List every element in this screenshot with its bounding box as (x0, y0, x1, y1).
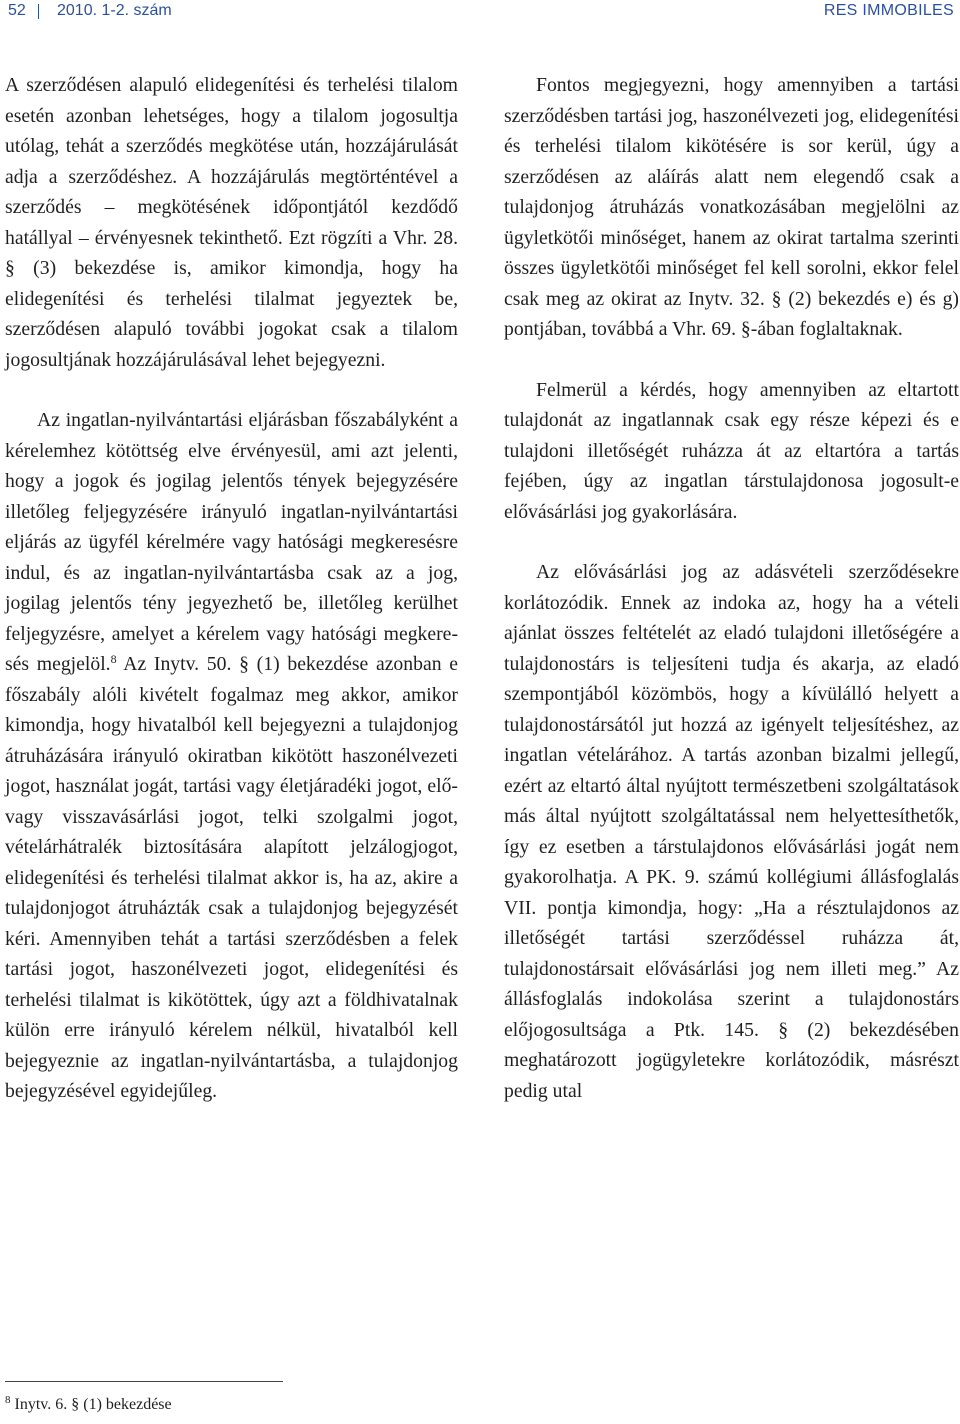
footnote-divider (5, 1381, 283, 1382)
paragraph: Fontos megjegyezni, hogy amennyiben a tartási szerződésben tartási jog, haszonélvezeti jog, elidegenítési és terhelési tilalom kikötésére is sor kerül, úgy a szerződésen az aláírás alatt nem elegendő csak a tulajdonjog átruházás vonatkozásában megjelölni az ügyletkötői minőséget, hanem az okirat tartalma szerinti összes ügyletkötői minőséget fel kell sorolni, ekkor felel csak meg az okirat az Inytv. 32. § (2) bekezdés e) és g) pontjában, továbbá a Vhr. 69. §-ában foglaltaknak. (504, 74, 959, 340)
footnote-number: 8 (5, 1394, 11, 1406)
footnote-text: Inytv. 6. § (1) bekezdése (10, 1396, 172, 1413)
page-header (0, 0, 960, 26)
paragraph: Felmerül a kérdés, hogy amennyiben az eltartott tulajdonát az ingatlannak csak egy része képezi és e tulajdoni illetőségét ruházza át az eltartóra a tartás fejében, úgy az ingatlan társtulajdonosa jogosult-e elővásárlási jog gyakorlására. (504, 378, 959, 523)
header-divider (38, 4, 39, 19)
left-column (5, 70, 458, 1137)
paragraph: A szerződésen alapuló elidegenítési és terhelési tilalom esetén azonban lehetséges, hogy a tilalom jogosultja utólag, tehát a szerződés megkötése után, hozzájárulását adja a szerződéshez. A hozzájárulás megtörténtével a szerződés – megkötésének időpontjától kezdődő hatállyal – érvényesnek tekinthető. Ezt rögzíti a Vhr. 28. § (3) bekezdése is, amikor kimondja, hogy ha elidegenítési és terhelési tilalmat jegyeztek be, szerződésen alapuló további jogokat csak a tilalom jogosultjának hozzájárulásával lehet bejegyezni. (5, 74, 458, 371)
footnote (5, 1394, 172, 1416)
page-number: 52 (8, 2, 26, 19)
footnote-reference[interactable]: 8 (110, 652, 117, 666)
right-column (504, 70, 959, 1136)
paragraph (5, 405, 458, 1107)
paragraph: Az elővásárlási jog az adásvételi szerződésekre korlátozódik. Ennek az indoka az, hogy ha a vételi ajánlat összes feltételét az eladó tulajdoni illetőségére a tulajdonostárs is teljesíteni tudja és akarja, az eladó szempontjából közömbös, hogy a kívülálló helyett a tulajdonostársától jut hozzá az igényelt teljesítéshez, az ingatlan vételárához. A tartás azonban bizalmi jellegű, ezért az eltartó által nyújtott természetbeni szolgáltatások más által nyújtott szolgáltatással nem helyettesíthetők, így ez esetben a társtulajdonos elővásárlási jogát nem gyakorolhatja. A PK. 9. számú kollégiumi állásfoglalás VII. pontja kimondja, hogy: „Ha a résztulajdonos az illetőségét tartási szerződéssel ruházza át, tulajdonostársait elővásárlási jog nem illeti meg.” Az állásfoglalás indokolása szerint a tulajdonostárs előjogosultsága a Ptk. 145. § (2) bekezdésében meghatározott jogügyletekre korlátozódik, másrészt pedig utal (504, 561, 959, 1102)
journal-title: RES IMMOBILES (823, 2, 954, 19)
paragraph-text: Az Inytv. 50. § (1) bekezdése azonban e főszabály alóli kivételt fogalmaz meg akkor, amikor kimondja, hogy hivatalból kell bejegyezni a tulajdonjog átruházására irányuló okiratban kikötött haszonélvezeti jogot, használat jogát, tartási vagy életjáradéki jogot, elő- vagy visszavásárlási jogot, telki szolgalmi jogot, vételárhátralék biztosítására alapított jelzálogjogot, elidegenítési és terhelési tilalmat akkor is, ha az, akire a tulajdonjogot átruházták csak a tulajdonjog bejegyzését kéri. Amennyiben tehát a tartási szerződésben a felek tartási jogot, haszonélvezeti jogot, elidegenítési és terhelési tilalmat is kikötöttek, úgy azt a földhivatalnak külön erre irányuló kérelem nélkül, hivatalból kell bejegyeznie az ingatlan-nyilvántartásba, a tulajdonjog bejegyzésével egyidejűleg. (5, 653, 458, 1102)
paragraph-text: Az ingatlan-nyilvántartási eljárásban főszabályként a kérelemhez kötöttség elve érvényesül, ami azt jelenti, hogy a jogok és jogilag jelentős tények bejegyzésére illetőleg feljegyzésére irányuló ingatlan-nyilvántartási eljárás az ügyfél kérelmére vagy hatósági megkeresésre indul, és az ingatlan-nyilvántartásba csak az a jog, jogilag jelentős tény jegyezhető be, illetőleg kerülhet feljegyzésre, amelyet a kérelem vagy hatósági megkeresés megjelöl. (5, 409, 458, 675)
issue-label: 2010. 1-2. szám (57, 2, 172, 19)
